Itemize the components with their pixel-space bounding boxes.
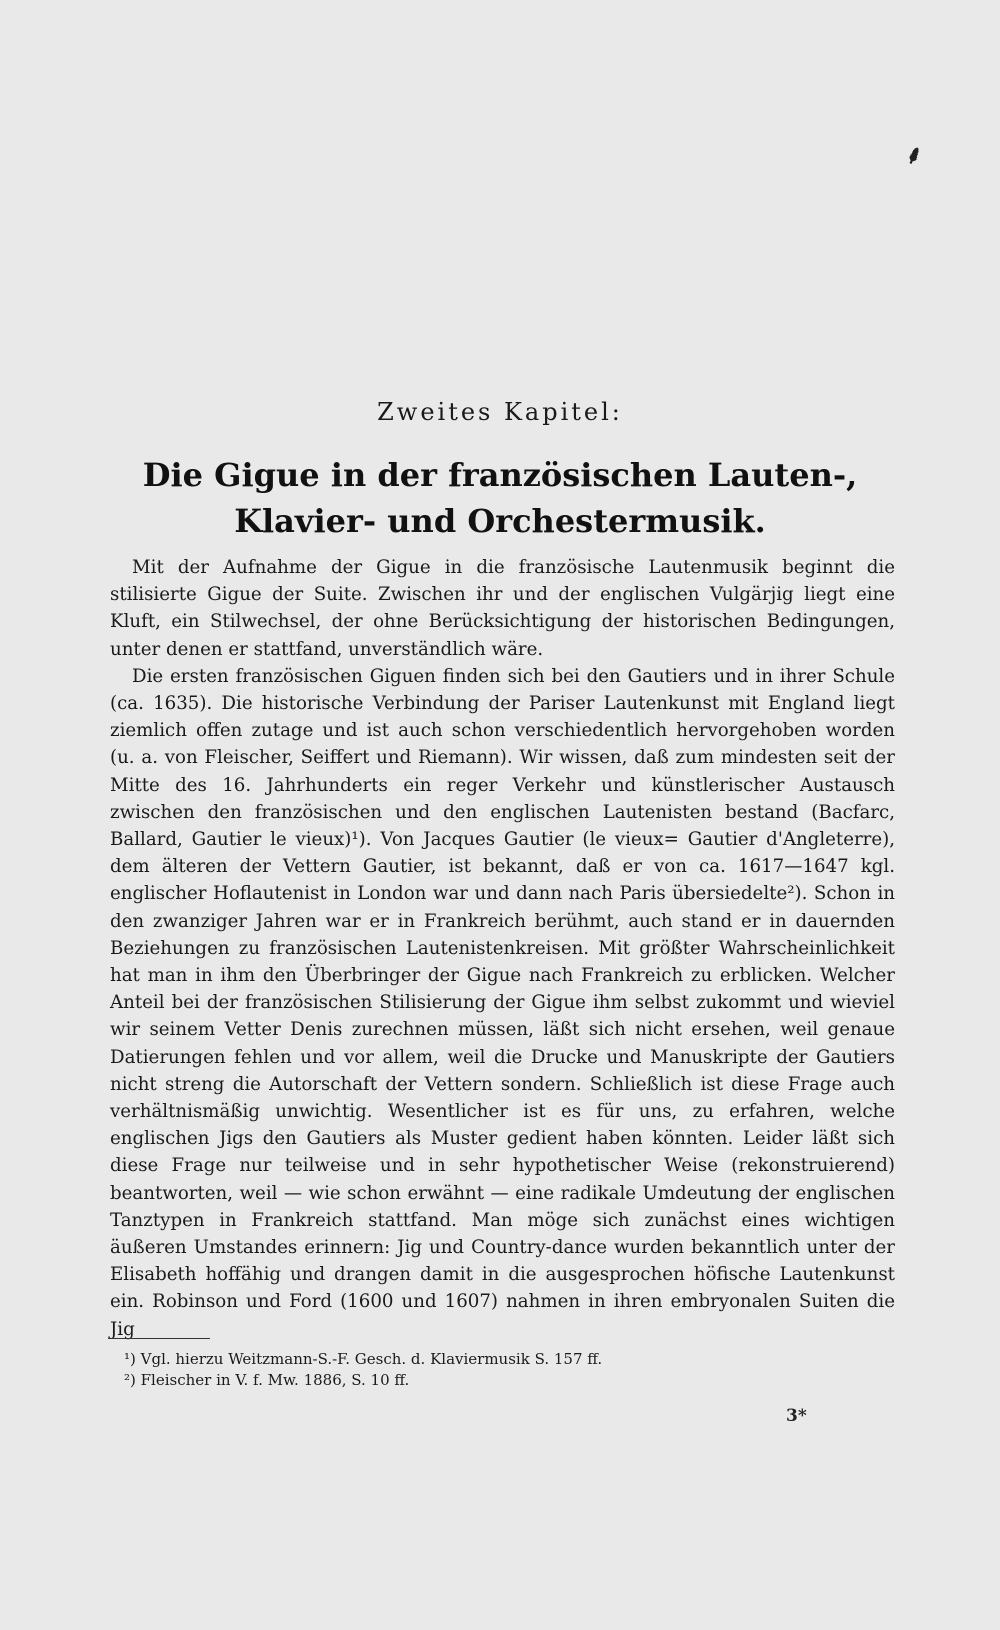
- chapter-title: Die Gigue in der französischen Lauten-, Klavier- und Orchestermusik.: [142, 456, 858, 540]
- body-text: [110, 554, 895, 1343]
- footnote-2: ²) Fleischer in V. f. Mw. 1886, S. 10 ff.: [124, 1371, 410, 1389]
- footnote-1: ¹) Vgl. hierzu Weitzmann-S.-F. Gesch. d. Klaviermusik S. 157 ff.: [124, 1350, 603, 1368]
- paragraph: Die ersten französischen Giguen finden sich bei den Gautiers und in ihrer Schule (ca. 1635). Die historische Verbindung der Pariser Lautenkunst mit England liegt ziemlich offen zutage und ist auch schon verschiedentlich hervorgehoben worden (u. a. von Fleischer, Seiffert und Riemann). Wir wissen, daß zum mindesten seit der Mitte des 16. Jahrhunderts ein reger Verkehr und künstlerischer Austausch zwischen den französischen und den englischen Lautenisten bestand (Bacfarc, Ballard, Gautier le vieux)¹). Von Jacques Gautier (le vieux= Gautier d'Angleterre), dem älteren der Vettern Gautier, ist bekannt, daß er von ca. 1617—1647 kgl. englischer Hoflautenist in London war und dann nach Paris übersiedelte²). Schon in den zwanziger Jahren war er in Frankreich berühmt, auch stand er in dauernden Beziehungen zu französischen Lautenistenkreisen. Mit größter Wahrscheinlichkeit hat man in ihm den Überbringer der Gigue nach Frankreich zu erblicken. Welcher Anteil bei der französischen Stilisierung der Gigue ihm selbst zukommt und wieviel wir seinem Vetter Denis zurechnen müssen, läßt sich nicht ersehen, weil genaue Datierungen fehlen und vor allem, weil die Drucke und Manuskripte der Gautiers nicht streng die Autorschaft der Vettern sondern. Schließlich ist diese Frage auch verhältnismäßig unwichtig. Wesentlicher ist es für uns, zu erfahren, welche englischen Jigs den Gautiers als Muster gedient haben könnten. Leider läßt sich diese Frage nur teilweise und in sehr hypothetischer Weise (rekonstruierend) beantworten, weil — wie schon erwähnt — eine radikale Umdeutung der englischen Tanztypen in Frankreich stattfand. Man möge sich zunächst eines wichtigen äußeren Umstandes erinnern: Jig und Country-dance wurden bekanntlich unter der Elisabeth hoffähig und drangen damit in die ausgesprochen höfische Lautenkunst ein. Robinson und Ford (1600 und 1607) nahmen in ihren embryonalen Suiten die Jig: [110, 665, 895, 1340]
- footnotes: [124, 1349, 824, 1391]
- footnote-divider: [108, 1338, 210, 1339]
- pencil-mark: ⸙: [903, 138, 925, 171]
- paragraph: Mit der Aufnahme der Gigue in die französische Lautenmusik beginnt die stilisierte Gigue der Suite. Zwischen ihr und der englischen Vulgärjig liegt eine Kluft, ein Stilwechsel, der ohne Berücksichtigung der historischen Bedingungen, unter denen er stattfand, unverständlich wäre.: [110, 557, 895, 660]
- page-signature: 3*: [786, 1406, 807, 1426]
- chapter-label: Zweites Kapitel:: [377, 398, 623, 426]
